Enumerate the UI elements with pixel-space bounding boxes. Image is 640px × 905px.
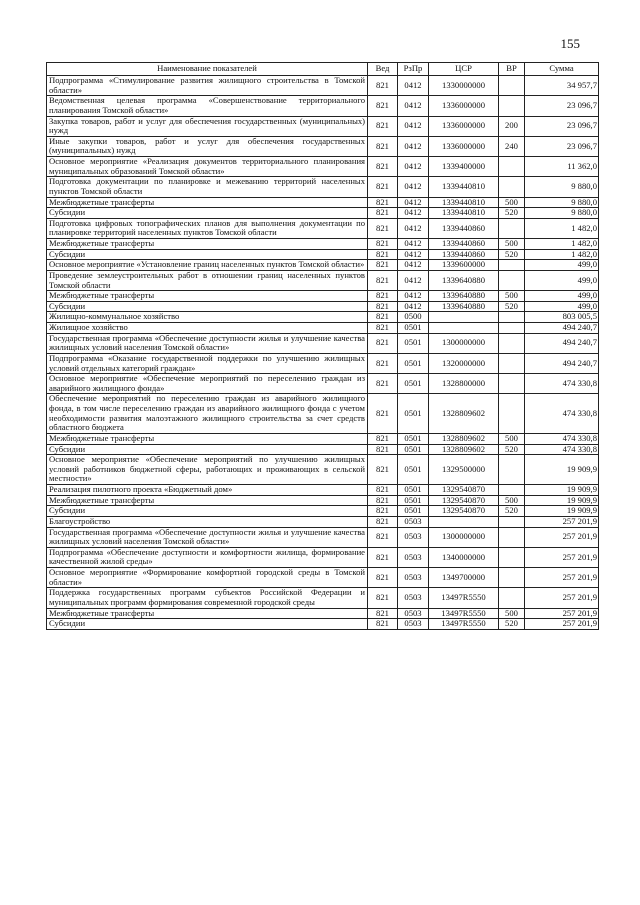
cell-rzpr: 0503: [398, 527, 429, 547]
cell-vr: 520: [499, 444, 525, 455]
cell-vr: [499, 588, 525, 608]
cell-vr: 500: [499, 608, 525, 619]
table-row: [47, 495, 599, 506]
cell-rzpr: 0412: [398, 177, 429, 197]
cell-rzpr: 0501: [398, 353, 429, 373]
cell-sum: 19 909,9: [525, 485, 599, 496]
cell-csr: 1349700000: [429, 568, 499, 588]
cell-vr: [499, 96, 525, 116]
cell-sum: 23 096,7: [525, 136, 599, 156]
cell-csr: 1328800000: [429, 374, 499, 394]
cell-vr: 500: [499, 291, 525, 302]
cell-name: Основное мероприятие «Реализация документов территориального планирования муниципальных образований Томской области»: [47, 157, 368, 177]
cell-sum: 19 909,9: [525, 455, 599, 485]
cell-rzpr: 0412: [398, 218, 429, 238]
cell-rzpr: 0412: [398, 208, 429, 219]
cell-ved: 821: [368, 374, 398, 394]
cell-vr: [499, 218, 525, 238]
cell-sum: 23 096,7: [525, 116, 599, 136]
cell-rzpr: 0500: [398, 312, 429, 323]
cell-rzpr: 0503: [398, 568, 429, 588]
cell-ved: 821: [368, 588, 398, 608]
table-row: [47, 323, 599, 334]
cell-csr: 1339440860: [429, 249, 499, 260]
cell-csr: 1339640880: [429, 291, 499, 302]
header-ved: Вед: [368, 63, 398, 76]
cell-sum: 9 880,0: [525, 177, 599, 197]
cell-name: Основное мероприятие «Формирование комфортной городской среды в Томской области»: [47, 568, 368, 588]
cell-sum: 803 005,5: [525, 312, 599, 323]
cell-vr: [499, 177, 525, 197]
cell-ved: 821: [368, 76, 398, 96]
cell-csr: 1329500000: [429, 455, 499, 485]
table-row: [47, 239, 599, 250]
cell-vr: [499, 270, 525, 290]
table-row: [47, 312, 599, 323]
cell-rzpr: 0412: [398, 249, 429, 260]
table-row: [47, 433, 599, 444]
cell-csr: 13497R5550: [429, 608, 499, 619]
cell-sum: 499,0: [525, 291, 599, 302]
cell-name: Основное мероприятие «Обеспечение мероприятий по переселению граждан из аварийного жилищного фонда»: [47, 374, 368, 394]
cell-ved: 821: [368, 116, 398, 136]
table-row: [47, 568, 599, 588]
table-row: [47, 291, 599, 302]
table-row: [47, 96, 599, 116]
cell-csr: 1328809602: [429, 444, 499, 455]
cell-csr: 1339600000: [429, 260, 499, 271]
cell-csr: 1329540870: [429, 485, 499, 496]
cell-ved: 821: [368, 208, 398, 219]
cell-name: Проведение землеустроительных работ в отношении границ населенных пунктов Томской области: [47, 270, 368, 290]
cell-vr: [499, 485, 525, 496]
cell-sum: 11 362,0: [525, 157, 599, 177]
header-rzpr: РзПр: [398, 63, 429, 76]
cell-csr: 13497R5550: [429, 619, 499, 630]
cell-ved: 821: [368, 270, 398, 290]
cell-sum: 257 201,9: [525, 608, 599, 619]
cell-sum: 19 909,9: [525, 506, 599, 517]
cell-vr: 200: [499, 116, 525, 136]
cell-ved: 821: [368, 495, 398, 506]
cell-sum: 19 909,9: [525, 495, 599, 506]
cell-sum: 474 330,8: [525, 374, 599, 394]
cell-name: Субсидии: [47, 619, 368, 630]
cell-name: Подпрограмма «Стимулирование развития жилищного строительства в Томской области»: [47, 76, 368, 96]
header-sum: Сумма: [525, 63, 599, 76]
cell-ved: 821: [368, 136, 398, 156]
cell-rzpr: 0412: [398, 270, 429, 290]
cell-ved: 821: [368, 568, 398, 588]
cell-rzpr: 0503: [398, 516, 429, 527]
cell-rzpr: 0501: [398, 374, 429, 394]
cell-vr: 240: [499, 136, 525, 156]
cell-ved: 821: [368, 394, 398, 434]
cell-ved: 821: [368, 312, 398, 323]
cell-vr: 500: [499, 495, 525, 506]
cell-vr: 520: [499, 249, 525, 260]
cell-vr: [499, 547, 525, 567]
cell-rzpr: 0412: [398, 260, 429, 271]
cell-vr: 520: [499, 619, 525, 630]
cell-name: Субсидии: [47, 444, 368, 455]
cell-name: Иные закупки товаров, работ и услуг для обеспечения государственных (муниципальных) нужд: [47, 136, 368, 156]
table-row: [47, 588, 599, 608]
table-row: [47, 301, 599, 312]
cell-ved: 821: [368, 323, 398, 334]
cell-rzpr: 0412: [398, 239, 429, 250]
cell-sum: 499,0: [525, 260, 599, 271]
table-body: [47, 76, 599, 630]
cell-ved: 821: [368, 444, 398, 455]
cell-vr: 520: [499, 506, 525, 517]
cell-csr: 1339440810: [429, 208, 499, 219]
cell-vr: [499, 76, 525, 96]
cell-rzpr: 0412: [398, 96, 429, 116]
table-row: [47, 353, 599, 373]
cell-name: Ведомственная целевая программа «Совершенствование территориального планирования Томской области»: [47, 96, 368, 116]
cell-name: Государственная программа «Обеспечение доступности жилья и улучшение качества жилищных условий населения Томской области»: [47, 333, 368, 353]
table-row: [47, 619, 599, 630]
cell-csr: 1320000000: [429, 353, 499, 373]
table-row: [47, 270, 599, 290]
cell-rzpr: 0503: [398, 547, 429, 567]
cell-csr: 1339640880: [429, 301, 499, 312]
cell-sum: 1 482,0: [525, 218, 599, 238]
header-name: Наименование показателей: [47, 63, 368, 76]
cell-name: Субсидии: [47, 506, 368, 517]
cell-ved: 821: [368, 96, 398, 116]
header-csr: ЦСР: [429, 63, 499, 76]
cell-csr: 1336000000: [429, 96, 499, 116]
cell-ved: 821: [368, 353, 398, 373]
cell-csr: 1336000000: [429, 116, 499, 136]
cell-rzpr: 0412: [398, 136, 429, 156]
cell-name: Подготовка цифровых топографических планов для выполнения документации по планировке территорий населенных пунктов Томской области: [47, 218, 368, 238]
cell-name: Основное мероприятие «Установление границ населенных пунктов Томской области»: [47, 260, 368, 271]
cell-rzpr: 0501: [398, 433, 429, 444]
table-row: [47, 333, 599, 353]
cell-rzpr: 0501: [398, 394, 429, 434]
cell-sum: 257 201,9: [525, 619, 599, 630]
cell-rzpr: 0412: [398, 301, 429, 312]
cell-rzpr: 0501: [398, 444, 429, 455]
cell-name: Субсидии: [47, 208, 368, 219]
cell-csr: 1339440810: [429, 177, 499, 197]
cell-rzpr: 0412: [398, 116, 429, 136]
cell-ved: 821: [368, 239, 398, 250]
cell-ved: 821: [368, 608, 398, 619]
table-row: [47, 506, 599, 517]
cell-ved: 821: [368, 506, 398, 517]
cell-csr: 1339440860: [429, 218, 499, 238]
cell-vr: 500: [499, 433, 525, 444]
cell-rzpr: 0503: [398, 619, 429, 630]
cell-name: Реализация пилотного проекта «Бюджетный дом»: [47, 485, 368, 496]
cell-csr: [429, 516, 499, 527]
cell-sum: 499,0: [525, 270, 599, 290]
cell-name: Межбюджетные трансферты: [47, 433, 368, 444]
cell-csr: [429, 323, 499, 334]
cell-rzpr: 0503: [398, 588, 429, 608]
table-row: [47, 527, 599, 547]
cell-csr: 1339400000: [429, 157, 499, 177]
page-number: 155: [560, 36, 580, 51]
cell-sum: 9 880,0: [525, 208, 599, 219]
cell-name: Субсидии: [47, 301, 368, 312]
cell-rzpr: 0501: [398, 333, 429, 353]
table-header-row: [47, 63, 599, 76]
table-row: [47, 485, 599, 496]
cell-rzpr: 0412: [398, 291, 429, 302]
cell-ved: 821: [368, 218, 398, 238]
table-row: [47, 76, 599, 96]
cell-sum: 474 330,8: [525, 433, 599, 444]
cell-name: Подготовка документации по планировке и межеванию территорий населенных пунктов Томской области: [47, 177, 368, 197]
cell-ved: 821: [368, 177, 398, 197]
cell-sum: 257 201,9: [525, 527, 599, 547]
cell-sum: 257 201,9: [525, 547, 599, 567]
table-row: [47, 394, 599, 434]
cell-ved: 821: [368, 619, 398, 630]
cell-sum: 499,0: [525, 301, 599, 312]
cell-ved: 821: [368, 260, 398, 271]
cell-rzpr: 0501: [398, 485, 429, 496]
cell-vr: [499, 312, 525, 323]
cell-sum: 9 880,0: [525, 197, 599, 208]
cell-ved: 821: [368, 301, 398, 312]
cell-ved: 821: [368, 547, 398, 567]
cell-ved: 821: [368, 249, 398, 260]
cell-sum: 494 240,7: [525, 333, 599, 353]
cell-name: Межбюджетные трансферты: [47, 239, 368, 250]
cell-vr: 500: [499, 197, 525, 208]
cell-ved: 821: [368, 485, 398, 496]
cell-rzpr: 0412: [398, 197, 429, 208]
cell-vr: [499, 374, 525, 394]
cell-name: Поддержка государственных программ субъектов Российской Федерации и муниципальных программ формирования современной городской среды: [47, 588, 368, 608]
table-row: [47, 136, 599, 156]
cell-rzpr: 0412: [398, 76, 429, 96]
cell-name: Межбюджетные трансферты: [47, 197, 368, 208]
cell-csr: 13497R5550: [429, 588, 499, 608]
cell-name: Благоустройство: [47, 516, 368, 527]
cell-sum: 474 330,8: [525, 444, 599, 455]
cell-csr: 1340000000: [429, 547, 499, 567]
cell-ved: 821: [368, 291, 398, 302]
table-row: [47, 218, 599, 238]
table-row: [47, 157, 599, 177]
header-vr: ВР: [499, 63, 525, 76]
cell-name: Жилищное хозяйство: [47, 323, 368, 334]
cell-ved: 821: [368, 197, 398, 208]
cell-sum: 257 201,9: [525, 568, 599, 588]
table-row: [47, 516, 599, 527]
cell-vr: 520: [499, 301, 525, 312]
cell-name: Межбюджетные трансферты: [47, 608, 368, 619]
cell-vr: 500: [499, 239, 525, 250]
cell-ved: 821: [368, 333, 398, 353]
cell-name: Подпрограмма «Обеспечение доступности и комфортности жилища, формирование качественной жилой среды»: [47, 547, 368, 567]
cell-vr: [499, 353, 525, 373]
cell-ved: 821: [368, 455, 398, 485]
table-row: [47, 177, 599, 197]
cell-csr: 1330000000: [429, 76, 499, 96]
cell-name: Закупка товаров, работ и услуг для обеспечения государственных (муниципальных) нужд: [47, 116, 368, 136]
table-row: [47, 249, 599, 260]
cell-name: Подпрограмма «Оказание государственной поддержки по улучшению жилищных условий отдельных категорий граждан»: [47, 353, 368, 373]
cell-name: Межбюджетные трансферты: [47, 495, 368, 506]
cell-sum: 474 330,8: [525, 394, 599, 434]
cell-vr: [499, 260, 525, 271]
cell-vr: [499, 157, 525, 177]
cell-vr: [499, 455, 525, 485]
table-row: [47, 197, 599, 208]
cell-ved: 821: [368, 157, 398, 177]
cell-csr: 1336000000: [429, 136, 499, 156]
cell-name: Государственная программа «Обеспечение доступности жилья и улучшение качества жилищных условий населения Томской области»: [47, 527, 368, 547]
cell-csr: 1339440810: [429, 197, 499, 208]
table-row: [47, 608, 599, 619]
cell-csr: 1329540870: [429, 495, 499, 506]
cell-vr: [499, 394, 525, 434]
cell-sum: 494 240,7: [525, 323, 599, 334]
budget-table: [46, 62, 599, 630]
cell-sum: 23 096,7: [525, 96, 599, 116]
cell-ved: 821: [368, 516, 398, 527]
cell-rzpr: 0501: [398, 506, 429, 517]
table-row: [47, 444, 599, 455]
cell-rzpr: 0501: [398, 455, 429, 485]
cell-sum: 1 482,0: [525, 239, 599, 250]
cell-name: Обеспечение мероприятий по переселению граждан из аварийного жилищного фонда, в том числе переселению граждан из аварийного жилищного фонда с учетом необходимости развития малоэтажного жилищного строительства за счет средств областного бюджета: [47, 394, 368, 434]
table-row: [47, 208, 599, 219]
cell-csr: 1328809602: [429, 394, 499, 434]
table-row: [47, 116, 599, 136]
cell-csr: [429, 312, 499, 323]
cell-sum: 494 240,7: [525, 353, 599, 373]
cell-vr: [499, 516, 525, 527]
cell-sum: 34 957,7: [525, 76, 599, 96]
cell-name: Субсидии: [47, 249, 368, 260]
cell-ved: 821: [368, 433, 398, 444]
cell-vr: [499, 333, 525, 353]
table-row: [47, 547, 599, 567]
cell-csr: 1329540870: [429, 506, 499, 517]
cell-csr: 1339440860: [429, 239, 499, 250]
cell-csr: 1300000000: [429, 527, 499, 547]
cell-sum: 1 482,0: [525, 249, 599, 260]
cell-sum: 257 201,9: [525, 516, 599, 527]
cell-vr: 520: [499, 208, 525, 219]
cell-sum: 257 201,9: [525, 588, 599, 608]
cell-csr: 1328809602: [429, 433, 499, 444]
cell-name: Межбюджетные трансферты: [47, 291, 368, 302]
cell-csr: 1300000000: [429, 333, 499, 353]
cell-name: Жилищно-коммунальное хозяйство: [47, 312, 368, 323]
cell-vr: [499, 527, 525, 547]
cell-vr: [499, 323, 525, 334]
cell-ved: 821: [368, 527, 398, 547]
cell-name: Основное мероприятие «Обеспечение мероприятий по улучшению жилищных условий работников бюджетной сферы, работающих и проживающих в сельской местности»: [47, 455, 368, 485]
table-row: [47, 260, 599, 271]
cell-rzpr: 0503: [398, 608, 429, 619]
cell-rzpr: 0501: [398, 323, 429, 334]
cell-rzpr: 0501: [398, 495, 429, 506]
cell-rzpr: 0412: [398, 157, 429, 177]
cell-vr: [499, 568, 525, 588]
table-row: [47, 374, 599, 394]
cell-csr: 1339640880: [429, 270, 499, 290]
table-row: [47, 455, 599, 485]
